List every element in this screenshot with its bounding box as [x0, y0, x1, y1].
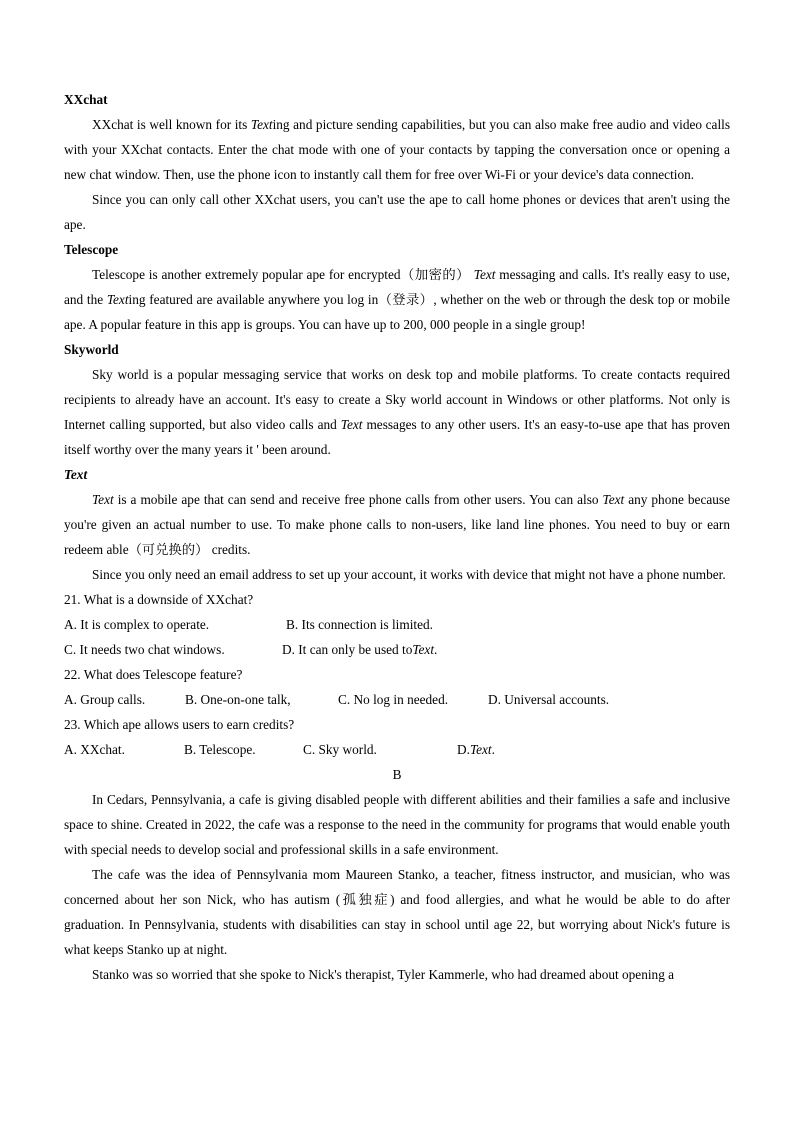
- text-run: .: [491, 742, 495, 757]
- question-22-option-d[interactable]: D. Universal accounts.: [488, 692, 610, 707]
- text-run: D.: [457, 742, 470, 757]
- text-run: any phone because you're given an actual number to use. To make phone calls to non-users, like land line phones. You need to buy or earn redeem able（可兑换的） credits.: [64, 492, 730, 557]
- heading-text-app: Text: [64, 467, 88, 482]
- text-run: is a mobile ape that can send and receive free phone calls from other users. You can also: [113, 492, 603, 507]
- section-b-paragraph-1: In Cedars, Pennsylvania, a cafe is giving disabled people with different abilities and their families a safe and inclusive space to shine. Created in 2022, the cafe was a response to the need in the community for programs that would enable youth with special needs to develop social and professional skills in a safe environment.: [64, 792, 730, 857]
- section-b-paragraph-3: Stanko was so worried that she spoke to Nick's therapist, Tyler Kammerle, who had dreamed about opening a: [92, 967, 675, 982]
- italic-text-run: Text: [250, 117, 273, 132]
- question-22-option-c[interactable]: C. No log in needed.: [338, 692, 449, 707]
- text-run: D. It can only be used to: [282, 642, 413, 657]
- skyworld-paragraph-1: [64, 362, 730, 462]
- question-23-option-a[interactable]: A. XXchat.: [64, 742, 125, 757]
- text-run: messages to any other users. It's an easy-to-use ape that has proven itself worthy over the many years it ' been around.: [64, 417, 730, 457]
- italic-text-run: Text: [469, 742, 492, 757]
- italic-text-run: Text: [340, 417, 363, 432]
- question-21-options-row-2: [64, 637, 730, 662]
- question-23-option-c[interactable]: C. Sky world.: [303, 742, 377, 757]
- text-app-paragraph-2: Since you only need an email address to set up your account, it works with device that might not have a phone number.: [92, 567, 726, 582]
- question-21-option-a[interactable]: A. It is complex to operate.: [64, 617, 210, 632]
- italic-text-run: Text: [412, 642, 435, 657]
- heading-telescope: Telescope: [64, 242, 119, 257]
- question-22-option-b[interactable]: B. One-on-one talk,: [185, 692, 291, 707]
- text-app-paragraph-1: [64, 487, 730, 562]
- question-23-options-row: [64, 737, 730, 762]
- text-run: Telescope is another extremely popular ape for encrypted（加密的）: [92, 267, 474, 282]
- text-run: messaging and calls. It's really easy to use, and the: [64, 267, 730, 307]
- section-b-label: B: [392, 767, 402, 782]
- section-b-paragraph-2: The cafe was the idea of Pennsylvania mom Maureen Stanko, a teacher, fitness instructor, and musician, who was concerned about her son Nick, who has autism (孤独症) and food allergies, and what he would be able to do after graduation. In Pennsylvania, students with disabilities can stay in school until age 22, but worrying about Nick's future is what keeps Stanko up at night.: [64, 867, 730, 957]
- question-23-stem: 23. Which ape allows users to earn credits?: [64, 717, 295, 732]
- italic-text-run: Text: [106, 292, 129, 307]
- telescope-paragraph-1: [64, 262, 730, 337]
- italic-text-run: Text: [92, 492, 114, 507]
- text-run: Sky world is a popular messaging service that works on desk top and mobile platforms. To create contacts required recipients to already have an account. It's easy to create a Sky world account in Windows or other platforms. Not only is Internet calling supported, but also video calls and: [64, 367, 730, 432]
- xxchat-paragraph-1: [64, 112, 730, 187]
- question-21-options-row-1: [64, 612, 730, 637]
- document-page: [64, 87, 730, 987]
- italic-text-run: Text: [602, 492, 625, 507]
- question-22-option-a[interactable]: A. Group calls.: [64, 692, 146, 707]
- question-21-option-b[interactable]: B. Its connection is limited.: [286, 617, 433, 632]
- question-23-option-b[interactable]: B. Telescope.: [184, 742, 256, 757]
- heading-xxchat: XXchat: [64, 92, 108, 107]
- question-22-options-row: [64, 687, 730, 712]
- italic-text-run: Text: [473, 267, 496, 282]
- text-run: XXchat is well known for its: [92, 117, 251, 132]
- question-22-stem: 22. What does Telescope feature?: [64, 667, 243, 682]
- text-run: ing featured are available anywhere you log in（登录）, whether on the web or through the desk top or mobile ape. A popular feature in this app is groups. You can have up to 200, 000 people in a single group!: [64, 292, 730, 332]
- question-21-option-c[interactable]: C. It needs two chat windows.: [64, 642, 225, 657]
- xxchat-paragraph-2: Since you can only call other XXchat users, you can't use the ape to call home phones or devices that aren't using the ape.: [64, 192, 730, 232]
- question-23-option-d[interactable]: [457, 737, 495, 762]
- question-21-option-d[interactable]: [282, 637, 437, 662]
- question-21-stem: 21. What is a downside of XXchat?: [64, 592, 254, 607]
- heading-skyworld: Skyworld: [64, 342, 119, 357]
- text-run: .: [434, 642, 438, 657]
- text-run: ing and picture sending capabilities, but you can also make free audio and video calls with your XXchat contacts. Enter the chat mode with one of your contacts by tapping the conversation once or opening a new chat window. Then, use the phone icon to instantly call them for free over Wi-Fi or your device's data connection.: [64, 117, 731, 182]
